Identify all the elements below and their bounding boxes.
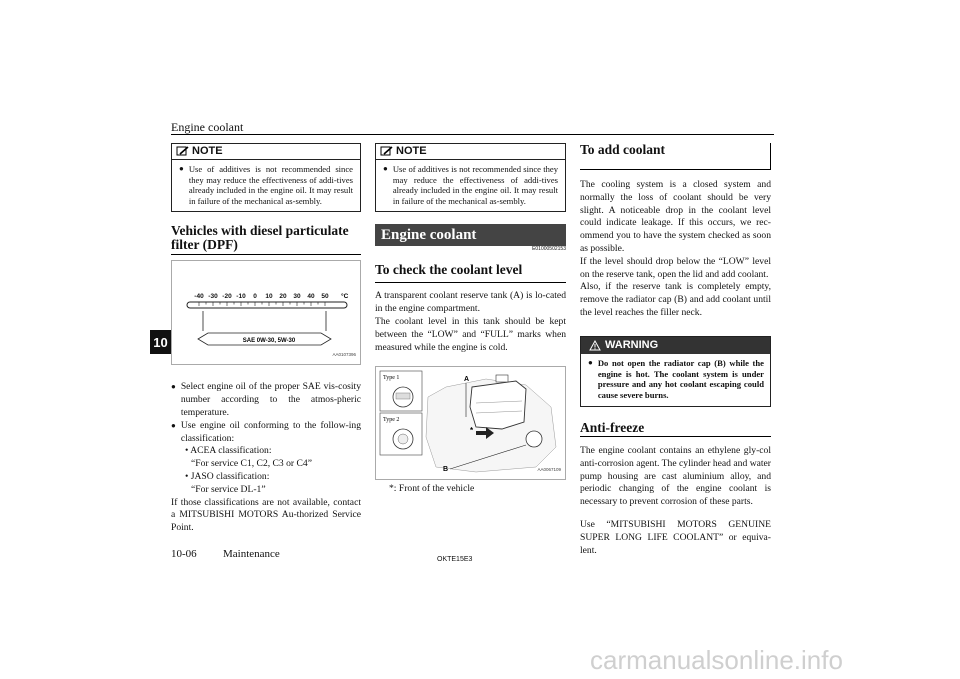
subsection-title: To check the coolant level bbox=[375, 262, 523, 278]
tick-label: -20 bbox=[222, 293, 232, 301]
oil-viscosity-figure bbox=[171, 260, 361, 365]
bullet-item bbox=[171, 381, 361, 419]
reserve-tank-icon bbox=[470, 381, 526, 429]
watermark: carmanualsonline.info bbox=[590, 645, 843, 675]
tick-label: 20 bbox=[279, 293, 287, 301]
radiator-cap-icon bbox=[526, 431, 542, 447]
chapter-tab: 10 bbox=[150, 330, 171, 354]
note-body bbox=[172, 160, 360, 211]
bullet-icon: ● bbox=[179, 164, 184, 173]
figure-code: AA0107396 bbox=[332, 351, 356, 357]
label-b: B bbox=[443, 466, 449, 474]
right-column bbox=[580, 143, 771, 557]
classification-value: “For service C1, C2, C3 or C4” bbox=[191, 458, 312, 470]
tick-label: -30 bbox=[208, 293, 218, 301]
figure-caption: *: Front of the vehicle bbox=[389, 483, 475, 495]
antifreeze-title: Anti-freeze bbox=[580, 419, 645, 435]
warning-label: WARNING bbox=[605, 338, 659, 351]
note-text: Use of additives is not recommended since they may reduce the effectiveness of addi-tives already included in the engine oil. It may result in failure of the mechanical as-sembly. bbox=[392, 164, 558, 206]
paragraph: A transparent coolant reserve tank (A) is lo-cated in the engine compartment. bbox=[375, 290, 566, 315]
banner-code: E01000502153 bbox=[532, 246, 566, 253]
antifreeze-rule bbox=[580, 436, 771, 437]
warning-text: Do not open the radiator cap (B) while the engine is hot. The coolant system is under pressure and any hot coolant escaping could cause severe burns. bbox=[597, 357, 764, 401]
front-asterisk: * bbox=[470, 426, 474, 436]
left-column bbox=[171, 143, 361, 535]
note-text: Use of additives is not recommended since they may reduce the effectiveness of addi-tives already included in the engine oil. It may result in failure of the mechanical as-sembly. bbox=[188, 164, 353, 206]
warning-header bbox=[581, 337, 770, 354]
classification-list bbox=[171, 445, 361, 496]
tank-cap-icon bbox=[496, 375, 508, 382]
warning-triangle-icon bbox=[589, 340, 601, 351]
bullet-icon: ● bbox=[383, 164, 388, 173]
add-title-rule-end bbox=[770, 143, 771, 170]
type2-label: Type 2 bbox=[383, 417, 400, 424]
tick-label: 0 bbox=[253, 293, 257, 301]
bullet-icon: ● bbox=[588, 357, 593, 367]
note-label: NOTE bbox=[192, 145, 223, 158]
label-a: A bbox=[464, 376, 470, 384]
oil-bullets bbox=[171, 381, 361, 535]
tick-label: 30 bbox=[293, 293, 301, 301]
tick-label: -10 bbox=[236, 293, 246, 301]
header-rule bbox=[171, 134, 774, 135]
note-box bbox=[171, 143, 361, 212]
banner-title: Engine coolant bbox=[381, 226, 477, 243]
bullet-item bbox=[171, 420, 361, 446]
tick-label: -40 bbox=[194, 293, 204, 301]
range-label: SAE 0W-30, 5W-30 bbox=[242, 338, 296, 345]
note-header bbox=[172, 144, 360, 160]
footer-page-number: 10-06 bbox=[171, 548, 197, 560]
paragraph: Also, if the reserve tank is completely empty, remove the radiator cap (B) and add coolant until the level reaches the filler neck. bbox=[580, 281, 771, 318]
subsection-rule bbox=[375, 282, 566, 283]
classification-item: • JASO classification: bbox=[185, 470, 270, 482]
warning-body bbox=[581, 354, 770, 406]
paragraph: Use “MITSUBISHI MOTORS GENUINE SUPER LONG LIFE COOLANT” or equiva-lent. bbox=[580, 518, 771, 556]
bullet-icon: ● bbox=[171, 382, 176, 392]
tick-label: 10 bbox=[265, 293, 273, 301]
section-rule bbox=[171, 254, 361, 255]
note-pencil-icon bbox=[380, 146, 393, 157]
paragraph: The engine coolant contains an ethylene gly-col anti-corrosion agent. The cylinder head and water pump housing are cast aluminium alloy, and periodic changing of the engine coolant is necessary to prevent corrosion of these parts. bbox=[580, 444, 771, 508]
classification-value: “For service DL-1” bbox=[191, 483, 266, 495]
page-header-title: Engine coolant bbox=[171, 120, 244, 134]
coolant-tank-figure bbox=[375, 366, 566, 480]
closing-paragraph: If those classifications are not available, contact a MITSUBISHI MOTORS Au-thorized Service Point. bbox=[171, 496, 361, 534]
cap-inner-icon bbox=[398, 434, 408, 444]
bullet-text: Use engine oil conforming to the follow-ing classification: bbox=[180, 419, 361, 444]
classification-item: • ACEA classification: bbox=[185, 445, 272, 457]
add-coolant-title: To add coolant bbox=[580, 142, 666, 157]
tick-label: 40 bbox=[307, 293, 315, 301]
paragraph: The cooling system is a closed system and normally the loss of coolant should be very slight. A noticeable drop in the coolant level could indicate leakage. If this occurs, we rec-ommend you to have the system checked as soon as possible. bbox=[580, 179, 771, 254]
unit-label: °C bbox=[341, 293, 349, 301]
cap-label-icon bbox=[396, 393, 410, 399]
add-title-rule-wrap bbox=[580, 157, 771, 169]
note-header bbox=[376, 144, 565, 160]
section-title-dpf: Vehicles with diesel particulate filter (DPF) bbox=[171, 223, 349, 253]
tick-label: 50 bbox=[321, 293, 329, 301]
bullet-icon: ● bbox=[171, 420, 176, 430]
add-title-rule bbox=[580, 169, 771, 170]
type1-label: Type 1 bbox=[383, 375, 400, 382]
section-banner bbox=[375, 224, 566, 246]
figure-code: AA0067109 bbox=[537, 466, 561, 472]
footer-doc-code: OKTE15E3 bbox=[437, 556, 473, 563]
middle-column bbox=[375, 143, 566, 496]
viscosity-chart-svg bbox=[172, 261, 360, 362]
note-pencil-icon bbox=[176, 146, 189, 157]
note-body bbox=[376, 160, 565, 211]
paragraph: If the level should drop below the “LOW” level on the reserve tank, open the lid and add coolant. bbox=[580, 255, 771, 280]
note-label: NOTE bbox=[396, 145, 427, 158]
warning-box bbox=[580, 336, 771, 407]
note-box bbox=[375, 143, 566, 212]
paragraph: The coolant level in this tank should be kept between the “LOW” and “FULL” marks when measured while the engine is cold. bbox=[375, 315, 566, 353]
footer-section: Maintenance bbox=[223, 548, 280, 560]
thermometer-bar bbox=[187, 302, 347, 308]
coolant-figure-svg bbox=[376, 367, 565, 477]
bullet-text: Select engine oil of the proper SAE vis-cosity number according to the atmos-pheric temperature. bbox=[180, 381, 361, 418]
